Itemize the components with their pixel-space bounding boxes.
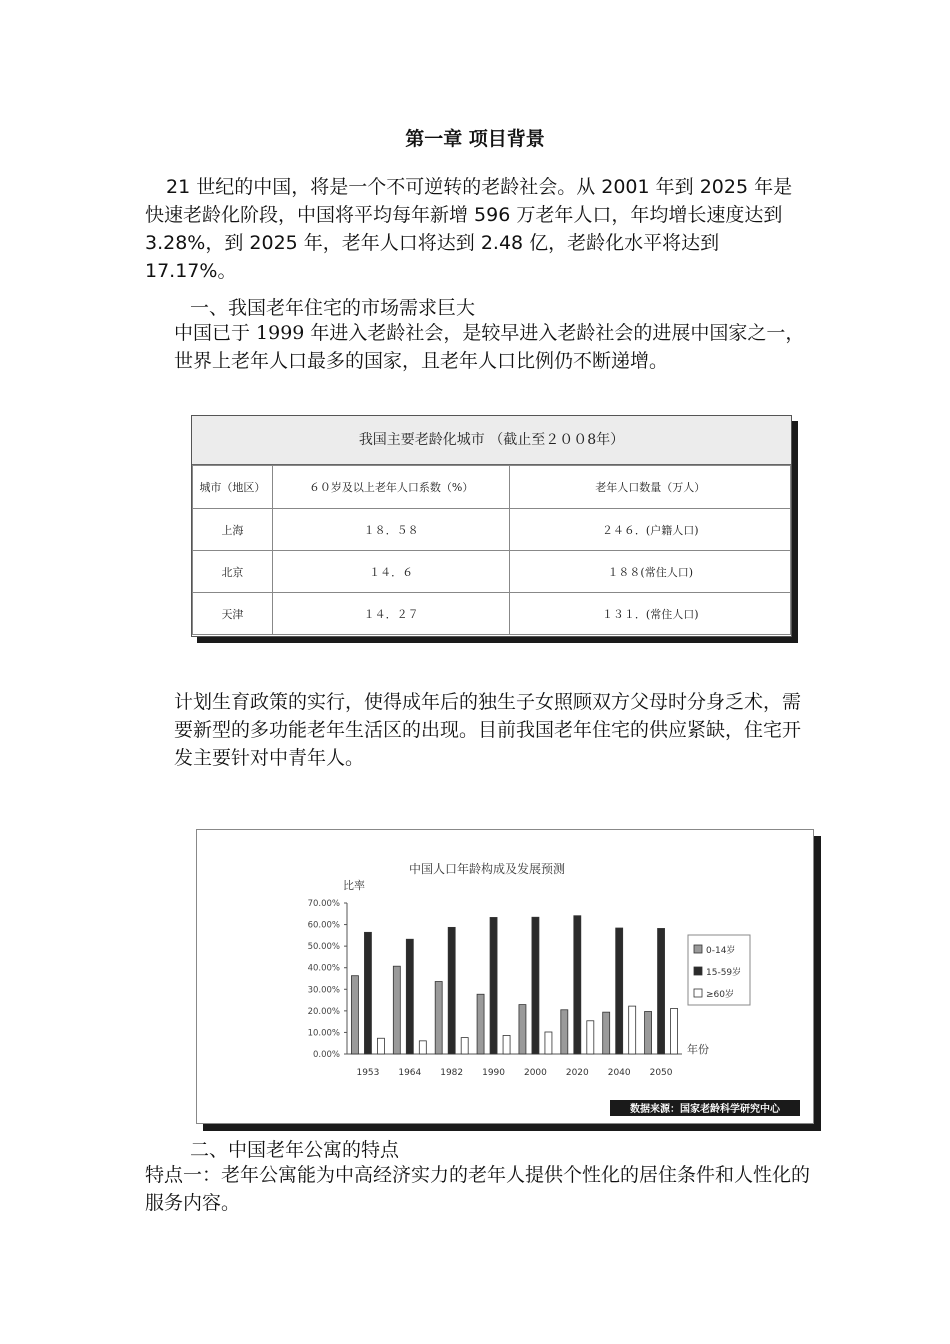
y-tick-label: 0.00%	[312, 1050, 340, 1060]
bar	[645, 1012, 652, 1054]
section2-paragraph: 特点一：老年公寓能为中高经济实力的老年人提供个性化的居住条件和人性化的服务内容。	[145, 1164, 811, 1214]
table-header-cell: 城市（地区）	[193, 466, 273, 509]
table-cell: 北京	[193, 551, 273, 593]
y-tick-label: 20.00%	[307, 1006, 340, 1017]
bar	[377, 1038, 384, 1054]
table-cell: １８８(常住人口)	[510, 551, 791, 593]
x-tick-label: 2040	[607, 1068, 631, 1078]
x-tick-label: 2050	[649, 1068, 673, 1078]
x-tick-label: 2000	[523, 1068, 547, 1078]
legend-swatch	[694, 967, 702, 975]
bar	[545, 1032, 552, 1054]
bar	[435, 982, 442, 1054]
x-tick-label: 2020	[565, 1068, 589, 1078]
bar	[477, 994, 484, 1054]
chart-title: 中国人口年龄构成及发展预测	[408, 862, 566, 876]
table-cell: 天津	[193, 593, 273, 635]
bar	[351, 976, 358, 1054]
section1-heading: 一、我国老年住宅的市场需求巨大	[190, 297, 476, 319]
legend-swatch	[694, 989, 702, 997]
bar	[603, 1012, 610, 1054]
section2-heading: 二、中国老年公寓的特点	[190, 1139, 400, 1161]
bar	[364, 932, 371, 1054]
y-tick-label: 10.00%	[307, 1028, 340, 1039]
y-axis-label: 比率	[343, 879, 365, 892]
table-cell: ２４６．(户籍人口)	[510, 509, 791, 551]
x-tick-label: 1953	[356, 1068, 380, 1078]
y-tick-label: 40.00%	[307, 963, 340, 974]
table-cell: １８．５８	[272, 509, 510, 551]
bar	[616, 928, 623, 1054]
chart-source: 数据来源：国家老龄科学研究中心	[630, 1104, 780, 1115]
bar	[561, 1010, 568, 1054]
city-table	[192, 465, 791, 635]
y-tick-label: 60.00%	[307, 920, 340, 931]
table-row	[193, 593, 791, 635]
city-table-title: 我国主要老龄化城市 （截止至２００8年）	[192, 416, 791, 465]
bar	[519, 1005, 526, 1054]
population-chart-figure	[196, 829, 814, 1124]
bar	[671, 1008, 678, 1054]
table-header-row	[193, 466, 791, 509]
legend-swatch	[694, 945, 702, 953]
x-axis-label: 年份	[687, 1043, 709, 1056]
legend-label: ≥60岁	[706, 990, 734, 1000]
y-tick-label: 30.00%	[307, 985, 340, 996]
x-tick-label: 1982	[440, 1068, 464, 1078]
bar	[490, 917, 497, 1054]
x-tick-label: 1964	[398, 1068, 422, 1078]
table-cell: １３１．(常住人口)	[510, 593, 791, 635]
legend-label: 0-14岁	[706, 946, 736, 956]
city-table-figure	[191, 415, 792, 637]
intro-paragraph: 21 世纪的中国，将是一个不可逆转的老龄社会。从 2001 年到 2025 年是快速老龄化阶段，中国将平均每年新增 596 万老年人口，年均增长速度达到 3.28%，到 2025 年，老年人口将达到 2.48 亿，老龄化水平将达到 17.17%。	[145, 176, 793, 282]
bar	[587, 1021, 594, 1054]
chart-legend	[688, 935, 750, 1005]
x-tick-label: 1990	[482, 1068, 506, 1078]
bar	[658, 928, 665, 1054]
population-chart	[197, 830, 813, 1123]
table-cell: 上海	[193, 509, 273, 551]
table-cell: １４．６	[272, 551, 510, 593]
table-row	[193, 509, 791, 551]
y-tick-label: 50.00%	[307, 942, 340, 953]
bar	[503, 1035, 510, 1054]
bar	[406, 939, 413, 1054]
bar	[448, 927, 455, 1054]
legend-label: 15-59岁	[706, 968, 742, 978]
chart-bars	[351, 916, 677, 1054]
bar	[393, 966, 400, 1054]
bar	[461, 1038, 468, 1054]
section1-paragraph: 中国已于 1999 年进入老龄社会，是较早进入老龄社会的进展中国家之一，世界上老年人口最多的国家，且老年人口比例仍不断递增。	[174, 322, 805, 372]
page-title: 第一章 项目背景	[405, 128, 545, 150]
table-header-cell: ６０岁及以上老年人口系数（%）	[272, 466, 510, 509]
bar	[419, 1041, 426, 1054]
policy-paragraph: 计划生育政策的实行，使得成年后的独生子女照顾双方父母时分身乏术，需要新型的多功能老年生活区的出现。目前我国老年住宅的供应紧缺，住宅开发主要针对中青年人。	[174, 691, 802, 769]
bar	[629, 1006, 636, 1054]
table-row	[193, 551, 791, 593]
y-tick-label: 70.00%	[307, 899, 340, 909]
table-cell: １４．２７	[272, 593, 510, 635]
table-header-cell: 老年人口数量（万人）	[510, 466, 791, 509]
bar	[574, 916, 581, 1054]
bar	[532, 917, 539, 1054]
